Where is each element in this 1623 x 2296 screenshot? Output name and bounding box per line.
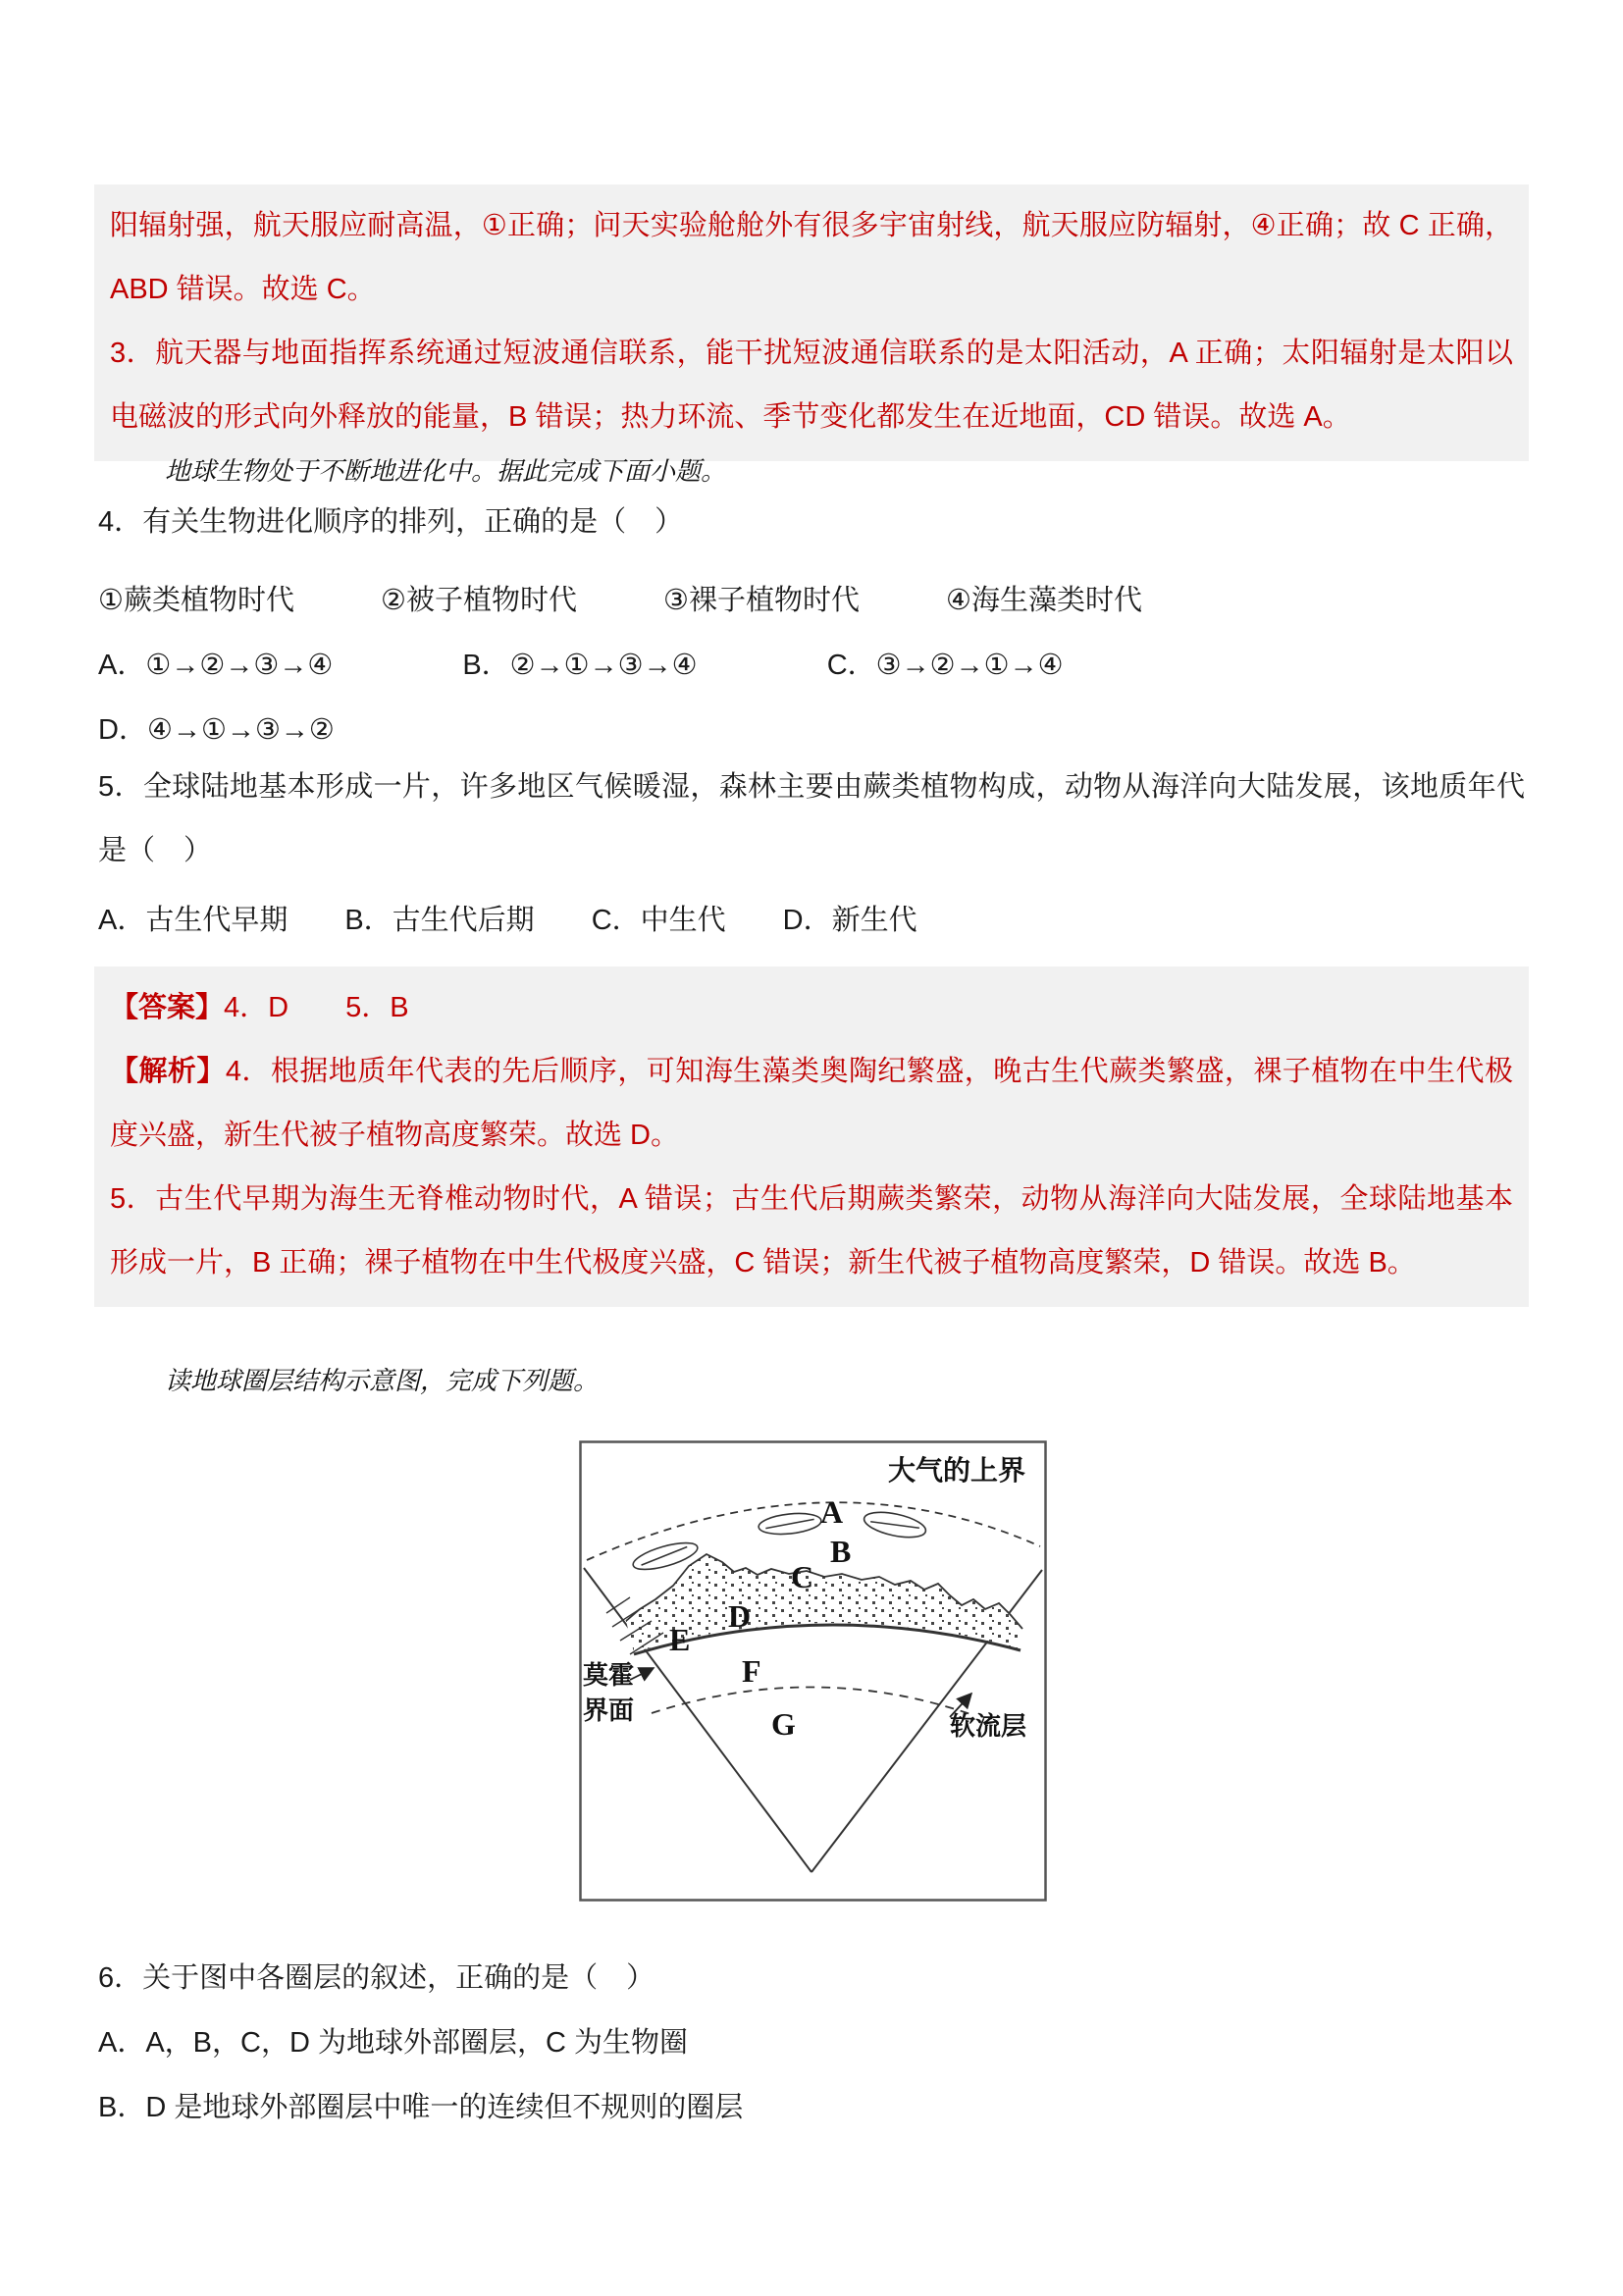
answer-tag: 【答案】 [110, 992, 225, 1023]
layer-letter-e: E [669, 1622, 691, 1657]
analysis-q4 [110, 1040, 1513, 1168]
layer-letter-f: F [742, 1653, 761, 1689]
moho-label-line1: 莫霍 [583, 1660, 635, 1690]
q4-option-c: C．③→②→①→④ [826, 650, 1064, 681]
q4-option-a: A．①→②→③→④ [98, 650, 334, 681]
analysis-q5: 5．古生代早期为海生无脊椎动物时代，A 错误；古生代后期蕨类繁荣，动物从海洋向大陆发展，全球陆地基本形成一片，B 正确；裸子植物在中生代极度兴盛，C 错误；新生代被子植物高度繁荣，D 错误。故选 B。 [110, 1183, 1513, 1278]
answer-block-q45 [94, 966, 1529, 1307]
diagram-border [581, 1442, 1046, 1901]
material-intro-1: 地球生物处于不断地进化中。据此完成下面小题。 [165, 457, 727, 486]
answer-values: 4．D 5．B [224, 992, 409, 1023]
q4-option-d: D．④→①→③→② [98, 714, 335, 746]
layer-letter-g: G [771, 1706, 796, 1742]
question-4-items [98, 583, 1142, 618]
answer-block-top [94, 184, 1529, 461]
item-3: ③裸子植物时代 [663, 585, 860, 616]
answer-line [110, 976, 1513, 1040]
q5-option-d: D．新生代 [782, 905, 917, 936]
question-5-stem: 5．全球陆地基本形成一片，许多地区气候暖湿，森林主要由蕨类植物构成，动物从海洋向大陆发展，该地质年代是（ ） [98, 771, 1525, 866]
asthenosphere-label: 软流层 [950, 1711, 1027, 1741]
moho-label-line2: 界面 [583, 1696, 635, 1725]
item-2: ②被子植物时代 [381, 585, 577, 616]
atmosphere-top-label: 大气的上界 [888, 1455, 1026, 1486]
q5-option-b: B．古生代后期 [344, 905, 535, 936]
item-1: ①蕨类植物时代 [98, 585, 294, 616]
analysis-paragraph-2-continuation: 阳辐射强，航天服应耐高温，①正确；问天实验舱舱外有很多宇宙射线，航天服应防辐射，④正确；故 C 正确，ABD 错误。故选 C。 [110, 210, 1513, 305]
layer-letter-a: A [820, 1494, 844, 1530]
q6-option-b: B．D 是地球外部圈层中唯一的连续但不规则的圈层 [98, 2092, 744, 2123]
analysis-tag: 【解析】 [110, 1056, 226, 1087]
item-4: ④海生藻类时代 [946, 585, 1142, 616]
question-4-options-abc [98, 648, 1064, 683]
layer-letter-c: C [791, 1559, 814, 1594]
q6-option-a: A．A，B，C，D 为地球外部圈层，C 为生物圈 [98, 2027, 688, 2059]
material-intro-2: 读地球圈层结构示意图，完成下列题。 [165, 1367, 600, 1395]
q5-option-a: A．古生代早期 [98, 905, 288, 936]
question-6-stem: 6．关于图中各圈层的叙述，正确的是（ ） [98, 1962, 655, 1994]
question-4-stem: 4．有关生物进化顺序的排列，正确的是（ ） [98, 506, 684, 538]
analysis-paragraph-3: 3．航天器与地面指挥系统通过短波通信联系，能干扰短波通信联系的是太阳活动，A 正确；太阳辐射是太阳以电磁波的形式向外释放的能量，B 错误；热力环流、季节变化都发生在近地面，CD 错误。故选 A。 [110, 338, 1513, 433]
analysis-q4-text: 4．根据地质年代表的先后顺序，可知海生藻类奥陶纪繁盛，晚古生代蕨类繁盛，裸子植物在中生代极度兴盛，新生代被子植物高度繁荣。故选 D。 [110, 1056, 1513, 1151]
q4-option-b: B．②→①→③→④ [462, 650, 698, 681]
layer-letter-b: B [830, 1534, 852, 1569]
earth-layers-diagram [579, 1440, 1047, 1902]
earth-layers-figure [579, 1440, 1047, 1902]
q5-option-c: C．中生代 [591, 905, 726, 936]
layer-letter-d: D [728, 1598, 752, 1634]
question-5-options [98, 903, 917, 938]
